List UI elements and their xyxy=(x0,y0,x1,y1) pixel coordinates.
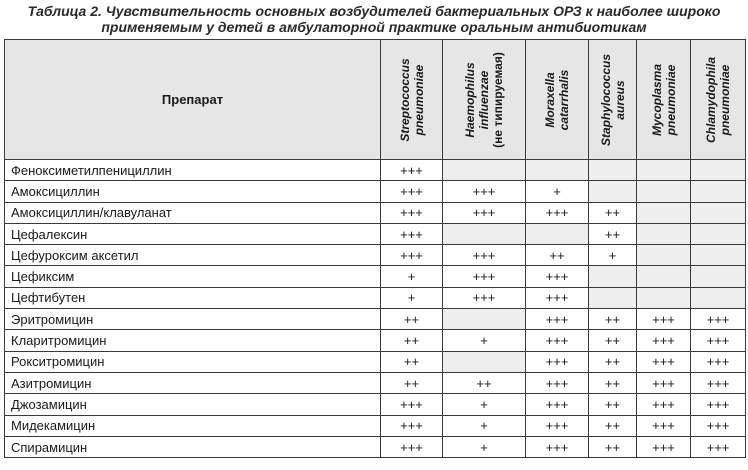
sensitivity-cell xyxy=(691,245,746,266)
table-row xyxy=(5,394,746,415)
organism-species: influenzae xyxy=(477,70,491,129)
sensitivity-cell: +++ xyxy=(381,394,443,415)
sensitivity-cell: +++ xyxy=(526,394,589,415)
drug-name-cell: Мидекамицин xyxy=(5,415,381,436)
sensitivity-cell: +++ xyxy=(637,309,691,330)
table-row xyxy=(5,436,746,457)
sensitivity-cell: ++ xyxy=(589,372,637,393)
sensitivity-cell: + xyxy=(526,181,589,202)
sensitivity-cell: ++ xyxy=(589,436,637,457)
sensitivity-cell: +++ xyxy=(691,415,746,436)
sensitivity-cell: +++ xyxy=(526,309,589,330)
sensitivity-cell xyxy=(691,223,746,244)
organism-species: catarrhalis xyxy=(557,69,571,130)
table-row xyxy=(5,372,746,393)
sensitivity-cell: +++ xyxy=(526,266,589,287)
organism-genus: Moraxella xyxy=(543,71,557,128)
sensitivity-cell: +++ xyxy=(381,436,443,457)
sensitivity-cell: +++ xyxy=(691,372,746,393)
organism-note: (не типируемая) xyxy=(491,51,505,148)
sensitivity-cell: +++ xyxy=(691,330,746,351)
sensitivity-cell: ++ xyxy=(589,309,637,330)
sensitivity-cell xyxy=(526,160,589,181)
sensitivity-cell: +++ xyxy=(381,202,443,223)
sensitivity-cell: +++ xyxy=(637,394,691,415)
sensitivity-cell: +++ xyxy=(526,372,589,393)
sensitivity-cell: + xyxy=(443,436,526,457)
sensitivity-cell xyxy=(637,160,691,181)
organism-genus: Chlamydophila xyxy=(704,56,718,143)
sensitivity-cell: +++ xyxy=(691,394,746,415)
organism-label-1 xyxy=(398,58,426,141)
organism-header-2 xyxy=(443,40,526,160)
sensitivity-cell: +++ xyxy=(637,330,691,351)
sensitivity-cell: +++ xyxy=(526,330,589,351)
sensitivity-cell: +++ xyxy=(637,436,691,457)
drug-name-cell: Кларитромицин xyxy=(5,330,381,351)
table-row xyxy=(5,330,746,351)
organism-label-5 xyxy=(650,63,678,135)
drug-name-cell: Спирамицин xyxy=(5,436,381,457)
sensitivity-cell: +++ xyxy=(443,181,526,202)
organism-species: pneumoniae xyxy=(718,64,732,135)
drug-name-cell: Цефуроксим аксетил xyxy=(5,245,381,266)
sensitivity-cell xyxy=(589,160,637,181)
organism-species: aureus xyxy=(612,79,627,120)
sensitivity-cell: + xyxy=(589,245,637,266)
sensitivity-cell: ++ xyxy=(381,330,443,351)
organism-genus: Staphylococcus xyxy=(598,53,613,146)
organism-genus: Mycoplasma xyxy=(649,63,664,136)
sensitivity-cell: +++ xyxy=(526,351,589,372)
organism-header-4 xyxy=(589,40,637,160)
sensitivity-cell: ++ xyxy=(381,372,443,393)
sensitivity-cell: ++ xyxy=(589,351,637,372)
sensitivity-cell: + xyxy=(443,394,526,415)
table-caption xyxy=(0,3,748,35)
sensitivity-cell xyxy=(443,223,526,244)
organism-label-4 xyxy=(599,53,627,145)
sensitivity-cell xyxy=(589,287,637,308)
sensitivity-cell: +++ xyxy=(381,223,443,244)
sensitivity-cell: +++ xyxy=(637,351,691,372)
sensitivity-cell: +++ xyxy=(443,287,526,308)
drug-name-cell: Рокситромицин xyxy=(5,351,381,372)
sensitivity-cell xyxy=(589,181,637,202)
table-row xyxy=(5,415,746,436)
table-row xyxy=(5,202,746,223)
sensitivity-cell xyxy=(637,223,691,244)
sensitivity-cell: ++ xyxy=(589,415,637,436)
sensitivity-cell: ++ xyxy=(526,245,589,266)
table-row xyxy=(5,160,746,181)
table-row xyxy=(5,181,746,202)
organism-species: pneumoniae xyxy=(411,64,426,135)
sensitivity-cell xyxy=(637,266,691,287)
drug-name-cell: Азитромицин xyxy=(5,372,381,393)
organism-label-6 xyxy=(704,56,732,142)
sensitivity-cell xyxy=(637,245,691,266)
sensitivity-cell xyxy=(637,287,691,308)
sensitivity-cell: +++ xyxy=(526,202,589,223)
organism-species: pneumoniae xyxy=(663,64,678,135)
sensitivity-cell xyxy=(589,266,637,287)
sensitivity-cell xyxy=(637,181,691,202)
drug-name-cell: Цефалексин xyxy=(5,223,381,244)
sensitivity-cell: ++ xyxy=(443,372,526,393)
sensitivity-cell: +++ xyxy=(691,436,746,457)
sensitivity-cell: ++ xyxy=(589,223,637,244)
table-row xyxy=(5,287,746,308)
drug-name-cell: Цефтибутен xyxy=(5,287,381,308)
sensitivity-cell xyxy=(443,160,526,181)
sensitivity-cell xyxy=(443,309,526,330)
sensitivity-cell: +++ xyxy=(443,266,526,287)
sensitivity-cell: + xyxy=(381,287,443,308)
sensitivity-cell: +++ xyxy=(381,160,443,181)
sensitivity-cell: + xyxy=(443,330,526,351)
sensitivity-cell xyxy=(691,202,746,223)
sensitivity-table xyxy=(4,39,746,458)
sensitivity-cell xyxy=(443,351,526,372)
sensitivity-cell: +++ xyxy=(691,309,746,330)
organism-header-3 xyxy=(526,40,589,160)
organism-header-6 xyxy=(691,40,746,160)
sensitivity-cell xyxy=(526,223,589,244)
sensitivity-cell: ++ xyxy=(589,202,637,223)
sensitivity-cell: +++ xyxy=(443,245,526,266)
sensitivity-cell: +++ xyxy=(526,415,589,436)
sensitivity-cell: +++ xyxy=(637,415,691,436)
sensitivity-cell: +++ xyxy=(443,202,526,223)
sensitivity-cell: +++ xyxy=(381,245,443,266)
drug-name-cell: Эритромицин xyxy=(5,309,381,330)
organism-genus: Haemophilus xyxy=(463,61,477,138)
drug-column-header: Препарат xyxy=(5,40,381,160)
table-row xyxy=(5,351,746,372)
drug-name-cell: Амоксициллин/клавуланат xyxy=(5,202,381,223)
table-row xyxy=(5,245,746,266)
organism-label-3 xyxy=(543,69,571,130)
sensitivity-cell: ++ xyxy=(589,330,637,351)
table-row xyxy=(5,309,746,330)
caption-line-2: применяемым у детей в амбулаторной практике оральным антибиотикам xyxy=(101,19,647,35)
organism-genus: Streptococcus xyxy=(397,57,412,142)
drug-name-cell: Амоксициллин xyxy=(5,181,381,202)
sensitivity-cell: +++ xyxy=(381,181,443,202)
sensitivity-cell: +++ xyxy=(637,372,691,393)
sensitivity-cell: ++ xyxy=(589,394,637,415)
sensitivity-cell: +++ xyxy=(526,287,589,308)
sensitivity-cell: +++ xyxy=(691,351,746,372)
sensitivity-cell xyxy=(691,160,746,181)
organism-label-2 xyxy=(463,52,505,148)
sensitivity-cell: ++ xyxy=(381,351,443,372)
header-row xyxy=(5,40,746,160)
table-body xyxy=(5,160,746,458)
sensitivity-cell xyxy=(637,202,691,223)
sensitivity-cell xyxy=(691,266,746,287)
table-row xyxy=(5,223,746,244)
table-row xyxy=(5,266,746,287)
sensitivity-cell: + xyxy=(381,266,443,287)
sensitivity-cell xyxy=(691,287,746,308)
sensitivity-cell: ++ xyxy=(381,309,443,330)
sensitivity-cell: + xyxy=(443,415,526,436)
table-header xyxy=(5,40,746,160)
sensitivity-cell: +++ xyxy=(381,415,443,436)
organism-header-1 xyxy=(381,40,443,160)
drug-name-cell: Джозамицин xyxy=(5,394,381,415)
sensitivity-cell: +++ xyxy=(526,436,589,457)
organism-header-5 xyxy=(637,40,691,160)
drug-name-cell: Феноксиметилпенициллин xyxy=(5,160,381,181)
drug-name-cell: Цефиксим xyxy=(5,266,381,287)
caption-line-1: Таблица 2. Чувствительность основных возбудителей бактериальных ОРЗ к наиболее широко xyxy=(27,3,721,19)
sensitivity-cell xyxy=(691,181,746,202)
